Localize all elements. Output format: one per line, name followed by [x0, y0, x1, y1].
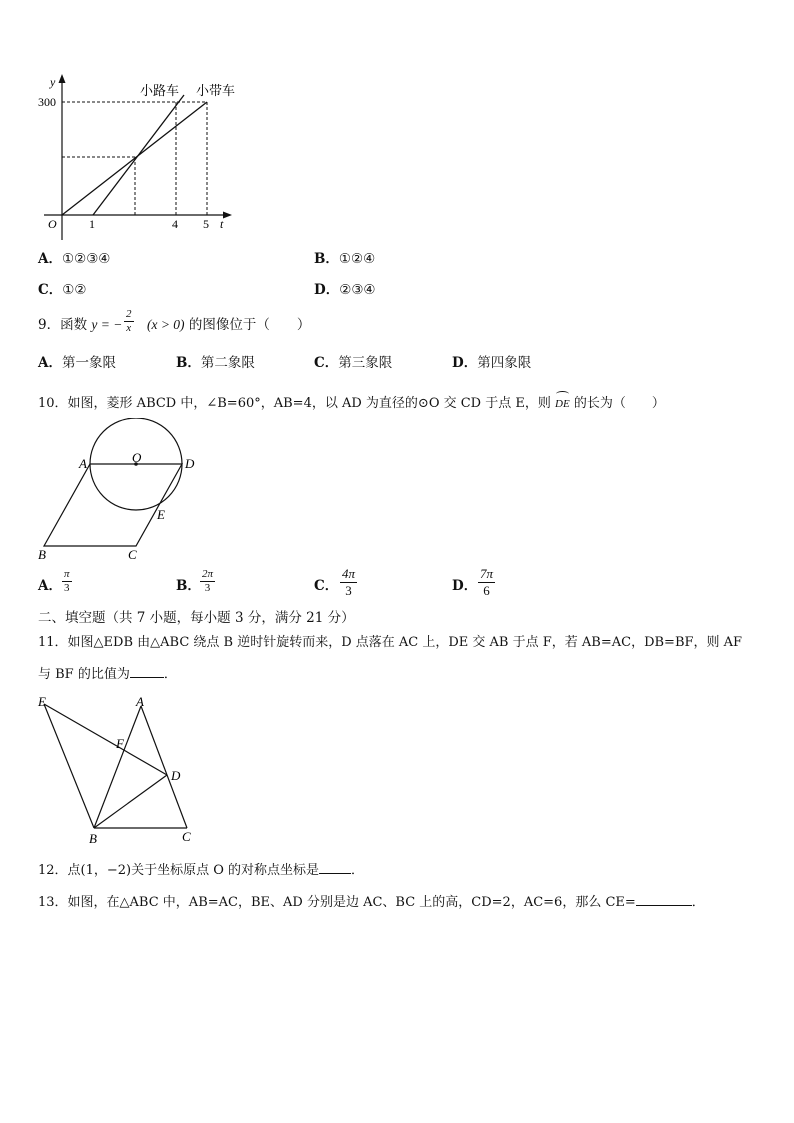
q8-option-c[interactable]	[38, 281, 86, 299]
q10-option-c-letter: C．	[314, 578, 339, 594]
q8-option-d[interactable]	[314, 281, 376, 299]
q9-option-c-letter: C．	[314, 355, 339, 371]
q9-prefix: 9．函数	[38, 317, 88, 333]
q8-origin: O	[48, 217, 57, 231]
q9-option-b-letter: B．	[176, 355, 201, 371]
q9-stem	[38, 316, 310, 334]
q11-seg-ea	[44, 704, 94, 828]
q10-option-c[interactable]	[314, 577, 338, 595]
q11-seg-ac	[141, 706, 187, 828]
q8-graph	[30, 70, 260, 240]
q10-label-c: C	[128, 547, 137, 562]
q8-option-b-letter: B．	[314, 251, 339, 267]
q9-option-b[interactable]	[176, 354, 255, 372]
q10-stem-text: 10．如图，菱形 ABCD 中，∠B=60°，AB=4，以 AD 为直径的⊙O 交 CD 于点 E，则	[38, 396, 551, 411]
q11-line2-text: 与 BF 的比值为	[38, 667, 130, 682]
q8-option-c-letter: C．	[38, 282, 63, 298]
q8-line-b-label: 小带车	[196, 83, 236, 98]
q9-option-a-text: 第一象限	[61, 355, 116, 371]
q13-text: 13．如图，在△ABC 中，AB=AC，BE、AD 分别是边 AC、BC 上的高，CD=2，AC=6，那么 CE=	[38, 895, 636, 910]
q9-fraction	[124, 308, 134, 335]
q11-label-d: D	[171, 768, 181, 783]
q11-label-c: C	[182, 829, 191, 844]
q10-b-den: 3	[204, 582, 211, 594]
q8-y-label: y	[50, 75, 56, 89]
q10-c-den: 3	[345, 583, 352, 598]
q8-option-a-text: ①②③④	[61, 251, 111, 267]
q10-option-a-frac	[62, 568, 72, 595]
q11-seg-ed	[44, 704, 167, 775]
q10-figure	[34, 418, 204, 566]
q10-label-e: E	[157, 507, 165, 522]
q10-option-b-letter: B．	[176, 578, 201, 594]
q10-option-c-frac	[340, 566, 357, 599]
q9-option-c-text: 第三象限	[338, 355, 393, 371]
q10-d-den: 6	[483, 583, 490, 598]
q9-frac-den: x	[126, 322, 132, 334]
q9-option-b-text: 第二象限	[200, 355, 255, 371]
q10-stem-end: 的长为（ ）	[573, 396, 665, 411]
q11-line1: 11．如图△EDB 由△ABC 绕点 B 逆时针旋转而来，D 点落在 AC 上，DE 交 AB 于点 F，若 AB=AC，DB=BF，则 AF	[38, 635, 743, 650]
q11-answer-blank[interactable]	[130, 677, 164, 678]
q9-suffix: 的图像位于（ ）	[188, 317, 311, 333]
q9-option-d-letter: D．	[452, 355, 478, 371]
q9-func-cond: (x > 0)	[146, 317, 185, 332]
q11-seg-bd	[94, 775, 167, 828]
q10-option-b[interactable]	[176, 577, 201, 595]
q10-label-a: A	[79, 456, 87, 471]
q8-tick-5: 5	[203, 217, 209, 231]
q9-option-a[interactable]	[38, 354, 116, 372]
q10-b-num: 2π	[202, 568, 214, 580]
q11-figure	[34, 692, 204, 852]
q11-label-b: B	[89, 831, 97, 846]
q8-tick-1: 1	[89, 217, 95, 231]
q10-a-num: π	[64, 568, 70, 580]
q10-option-b-frac	[200, 568, 215, 595]
q9-frac-num: 2	[126, 308, 132, 320]
q8-option-d-text: ②③④	[339, 282, 376, 298]
q8-tick-4: 4	[172, 217, 178, 231]
q12-end: ．	[351, 863, 365, 878]
q8-option-b-text: ①②④	[338, 251, 376, 267]
q8-option-a[interactable]	[38, 250, 110, 268]
q13	[38, 894, 705, 912]
q8-x-label: t	[220, 217, 224, 231]
q11-label-e: E	[38, 694, 46, 709]
section-heading-fill-in: 二、填空题（共 7 小题，每小题 3 分，满分 21 分）	[38, 610, 355, 626]
q11-label-f: F	[116, 736, 124, 751]
q11-seg-ab	[94, 706, 141, 828]
q13-end: ．	[691, 895, 705, 910]
q8-line-a	[93, 95, 184, 215]
q9-option-a-letter: A．	[38, 355, 62, 371]
q10-arc-label	[555, 390, 570, 413]
q8-option-a-letter: A．	[38, 251, 62, 267]
q8-option-c-text: ①②	[62, 282, 87, 298]
q9-func-left: y = −	[91, 317, 123, 332]
q12	[38, 862, 364, 880]
q8-x-arrow	[223, 212, 232, 219]
q10-c-num: 4π	[342, 566, 356, 581]
q10-option-d-frac	[478, 566, 495, 599]
q10-label-d: D	[185, 456, 195, 471]
q11-label-a: A	[136, 694, 144, 709]
q10-arc-mark	[556, 391, 569, 397]
q8-option-d-letter: D．	[314, 282, 340, 298]
q8-y-arrow	[59, 74, 66, 83]
q10-option-a-letter: A．	[38, 578, 62, 594]
q8-tick-300: 300	[38, 95, 56, 109]
q10-option-a[interactable]	[38, 577, 62, 595]
q10-label-o: O	[132, 450, 142, 465]
q10-label-b: B	[38, 547, 46, 562]
q11-line2	[38, 666, 177, 684]
q10-a-den: 3	[64, 582, 70, 594]
q13-answer-blank[interactable]	[636, 905, 692, 906]
q9-option-d-text: 第四象限	[477, 355, 532, 371]
q10-rhombus	[44, 464, 182, 546]
q12-answer-blank[interactable]	[319, 873, 351, 874]
q10-option-d-letter: D．	[452, 578, 478, 594]
q8-line-a-label: 小路车	[140, 83, 180, 98]
q10-option-d[interactable]	[452, 577, 477, 595]
q12-text: 12．点(1，−2)关于坐标原点 O 的对称点坐标是	[38, 863, 320, 878]
q10-arc-text: DE	[555, 398, 570, 410]
q9-option-d[interactable]	[452, 354, 531, 372]
q9-option-c[interactable]	[314, 354, 392, 372]
q10-stem	[38, 390, 665, 413]
q8-option-b[interactable]	[314, 250, 375, 268]
q11-line2-end: ．	[163, 667, 177, 682]
q10-d-num: 7π	[480, 566, 494, 581]
